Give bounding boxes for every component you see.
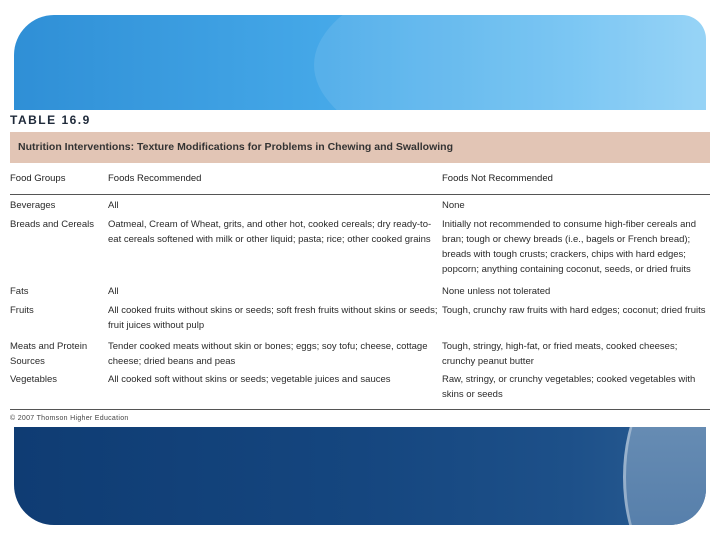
header-food-groups: Food Groups bbox=[10, 173, 66, 184]
row-recommended: All bbox=[108, 200, 119, 211]
table-figure bbox=[8, 110, 712, 427]
header-foods-recommended: Foods Recommended bbox=[108, 173, 202, 184]
bottom-banner bbox=[14, 427, 706, 525]
row-group: Breads and Cereals bbox=[10, 219, 94, 230]
top-banner bbox=[14, 15, 706, 110]
row-not-recommended: Tough, stringy, high-fat, or fried meats, cooked cheeses; crunchy peanut butter bbox=[442, 341, 678, 367]
table-header-row bbox=[10, 163, 710, 195]
banner-sheen bbox=[314, 15, 706, 110]
row-recommended: Tender cooked meats without skin or bones; eggs; soy tofu; cheese, cottage cheese; dried beans and peas bbox=[108, 341, 428, 367]
header-foods-not-recommended: Foods Not Recommended bbox=[442, 173, 553, 184]
row-recommended: All bbox=[108, 286, 119, 297]
row-group: Meats and Protein Sources bbox=[10, 341, 88, 367]
row-group: Vegetables bbox=[10, 374, 58, 385]
row-not-recommended: Initially not recommended to consume high-fiber cereals and bran; tough or chewy breads (i.e., bagels or French bread); breads with tough crusts; crackers, chips with hard edges; popcorn; anything containing coconut, seeds, or dried fruits bbox=[442, 219, 696, 275]
table-bottom-rule bbox=[10, 409, 710, 410]
row-recommended: Oatmeal, Cream of Wheat, grits, and other hot, cooked cereals; dry ready-to-eat cereals softened with milk or other liquid; pasta; rice; other cooked grains bbox=[108, 219, 432, 245]
table-title-bar bbox=[10, 132, 710, 163]
row-not-recommended: Tough, crunchy raw fruits with hard edges; coconut; dried fruits bbox=[442, 305, 706, 316]
banner-curve bbox=[623, 427, 706, 525]
row-group: Beverages bbox=[10, 200, 56, 211]
row-group: Fruits bbox=[10, 305, 34, 316]
row-not-recommended: Raw, stringy, or crunchy vegetables; cooked vegetables with skins or seeds bbox=[442, 374, 696, 400]
row-recommended: All cooked fruits without skins or seeds; soft fresh fruits without skins or seeds; fruit juices without pulp bbox=[108, 305, 438, 331]
row-not-recommended: None bbox=[442, 200, 465, 211]
table-title: Nutrition Interventions: Texture Modifications for Problems in Chewing and Swallowing bbox=[18, 141, 453, 153]
row-group: Fats bbox=[10, 286, 29, 297]
table-label: TABLE 16.9 bbox=[10, 113, 91, 127]
copyright-credit: © 2007 Thomson Higher Education bbox=[10, 415, 129, 422]
row-recommended: All cooked soft without skins or seeds; vegetable juices and sauces bbox=[108, 374, 391, 385]
row-not-recommended: None unless not tolerated bbox=[442, 286, 551, 297]
